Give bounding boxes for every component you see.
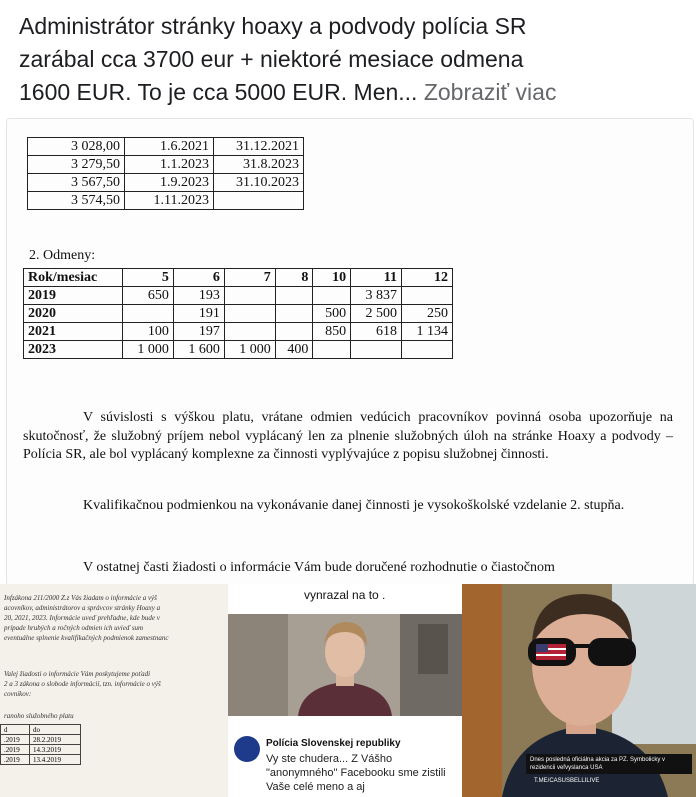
table-cell: 100 [123, 323, 174, 341]
table-cell: .2019 [1, 735, 30, 745]
table-row [28, 138, 304, 156]
excerpt-table [0, 724, 81, 765]
table-cell: 28.2.2019 [30, 735, 81, 745]
table-cell: .2019 [1, 745, 30, 755]
table-cell: 1 134 [402, 323, 453, 341]
excerpt-line: eventuálne splnenie kvalifikačných podmienok zamestnanc [4, 634, 169, 642]
paragraph-qualification: Kvalifikačnou podmienkou na vykonávanie danej činnosti je vysokoškolské vzdelanie 2. stupňa. [83, 498, 625, 513]
table-row [28, 192, 304, 210]
table-row [1, 745, 81, 755]
salary-table [27, 137, 304, 210]
table-cell: 2021 [24, 323, 123, 341]
table-cell: 1.1.2023 [125, 156, 214, 174]
table-cell: 3 574,50 [28, 192, 125, 210]
bonus-section-label: 2. Odmeny: [29, 248, 96, 263]
table-cell: 197 [173, 323, 224, 341]
table-cell [402, 287, 453, 305]
table-cell [224, 305, 275, 323]
excerpt-line: 2 a 3 zákona o slobode informácií, tzn. informácie o výš [4, 680, 161, 688]
table-cell [402, 341, 453, 359]
selfie-photo [462, 584, 696, 797]
table-cell: 2020 [24, 305, 123, 323]
table-row [24, 287, 453, 305]
table-cell [275, 323, 313, 341]
see-more-link[interactable]: Zobraziť viac [423, 79, 557, 105]
excerpt-line: 20, 2021, 2023. Informácie uveď prehľadne, kde bude v [4, 614, 160, 622]
table-row [28, 174, 304, 192]
column-header: 11 [351, 269, 402, 287]
column-header: 8 [275, 269, 313, 287]
table-row [1, 735, 81, 745]
excerpt-line: prípade hrubých a ročných odmien ich uvieď sum [4, 624, 144, 632]
excerpt-line: ranoho služobného platu [4, 712, 74, 720]
page-name[interactable]: Polícia Slovenskej republiky [266, 738, 401, 749]
paragraph-salary-note: V súvislosti s výškou platu, vrátane odmien vedúcich pracovníkov povinná osoba upozorňuje na skutočnosť, že služobný príjem nebol vyplácaný len za plnenie služobných úloh na stránke Hoaxy a podvody – Polícia SR, ale bol vyplácaný komplexne za činnosti vyplývajúce z popisu služobnej činnosti. [23, 410, 673, 462]
post-text-line-2: zarábal cca 3700 eur + niektoré mesiace odmena [19, 46, 524, 72]
table-cell: 2019 [24, 287, 123, 305]
portrait-photo [228, 614, 462, 716]
table-row [1, 755, 81, 765]
table-cell: 3 837 [351, 287, 402, 305]
table-cell: 31.10.2023 [214, 174, 304, 192]
table-cell [224, 323, 275, 341]
excerpt-line: acovníkov, administrátorov a správcov stránky Hoaxy a [4, 604, 161, 612]
table-cell: 400 [275, 341, 313, 359]
table-cell: 14.3.2019 [30, 745, 81, 755]
table-cell: 3 279,50 [28, 156, 125, 174]
column-header: 10 [313, 269, 351, 287]
facebook-post-screenshot [228, 584, 462, 797]
table-cell: 3 567,50 [28, 174, 125, 192]
table-cell: 193 [173, 287, 224, 305]
bonus-table [23, 268, 453, 359]
table-cell: d [1, 725, 30, 735]
cropped-edge [7, 119, 693, 127]
table-cell [224, 287, 275, 305]
post-quote: Vy ste chudera... Z Vášho "anonymného" Facebooku sme zistili Vaše celé meno a aj [266, 753, 446, 793]
table-cell [275, 287, 313, 305]
story-caption: Dnes posledná oficiálna akcia za PZ. Symbolicky v rezidencii veľvyslanca USA [526, 754, 692, 774]
excerpt-line: Infzákona 211/2000 Z.z Vás žiadam o informácie a výš [4, 594, 157, 602]
table-cell [275, 305, 313, 323]
table-row [24, 341, 453, 359]
table-cell: 250 [402, 305, 453, 323]
table-cell: 2 500 [351, 305, 402, 323]
table-cell: 3 028,00 [28, 138, 125, 156]
column-header: 5 [123, 269, 174, 287]
document-image [6, 118, 694, 586]
post-header [0, 0, 696, 118]
table-cell [313, 287, 351, 305]
table-row [24, 305, 453, 323]
person-illustration [228, 614, 462, 716]
table-cell: do [30, 725, 81, 735]
table-cell: 1.9.2023 [125, 174, 214, 192]
table-cell: 31.8.2023 [214, 156, 304, 174]
table-cell: 618 [351, 323, 402, 341]
photo-collage [0, 584, 696, 797]
table-cell [123, 305, 174, 323]
post-text-line-1: Administrátor stránky hoaxy a podvody polícia SR [19, 13, 527, 39]
table-cell [351, 341, 402, 359]
table-cell: 13.4.2019 [30, 755, 81, 765]
column-header: 6 [173, 269, 224, 287]
document-excerpt [0, 584, 228, 797]
column-header: Rok/mesiac [24, 269, 123, 287]
table-cell: 191 [173, 305, 224, 323]
table-cell [313, 341, 351, 359]
table-cell: 650 [123, 287, 174, 305]
table-cell [214, 192, 304, 210]
table-cell: 1.6.2021 [125, 138, 214, 156]
table-header-row [24, 269, 453, 287]
photo-caption: vynrazal na to . [304, 588, 386, 602]
post-text-line-3: 1600 EUR. To je cca 5000 EUR. Men... [19, 79, 418, 105]
table-cell: 2023 [24, 341, 123, 359]
table-row [1, 725, 81, 735]
table-cell: .2019 [1, 755, 30, 765]
table-cell: 31.12.2021 [214, 138, 304, 156]
paragraph-decision: V ostatnej časti žiadosti o informácie Vám bude doručené rozhodnutie o čiastočnom [83, 560, 555, 575]
column-header: 12 [402, 269, 453, 287]
police-logo-icon [234, 736, 260, 762]
police-post [228, 720, 462, 797]
table-cell: 500 [313, 305, 351, 323]
table-cell: 1 600 [173, 341, 224, 359]
table-row [24, 323, 453, 341]
excerpt-line: covníkov: [4, 690, 32, 698]
table-cell: 1.11.2023 [125, 192, 214, 210]
table-cell: 1 000 [224, 341, 275, 359]
excerpt-line: Valej žiadosti o informácie Vám poskytujeme poťadi [4, 670, 151, 678]
table-cell: 1 000 [123, 341, 174, 359]
post-text [19, 10, 684, 109]
channel-watermark: T.ME/CASUSBELLILIVE [534, 778, 600, 784]
table-cell: 850 [313, 323, 351, 341]
column-header: 7 [224, 269, 275, 287]
table-row [28, 156, 304, 174]
